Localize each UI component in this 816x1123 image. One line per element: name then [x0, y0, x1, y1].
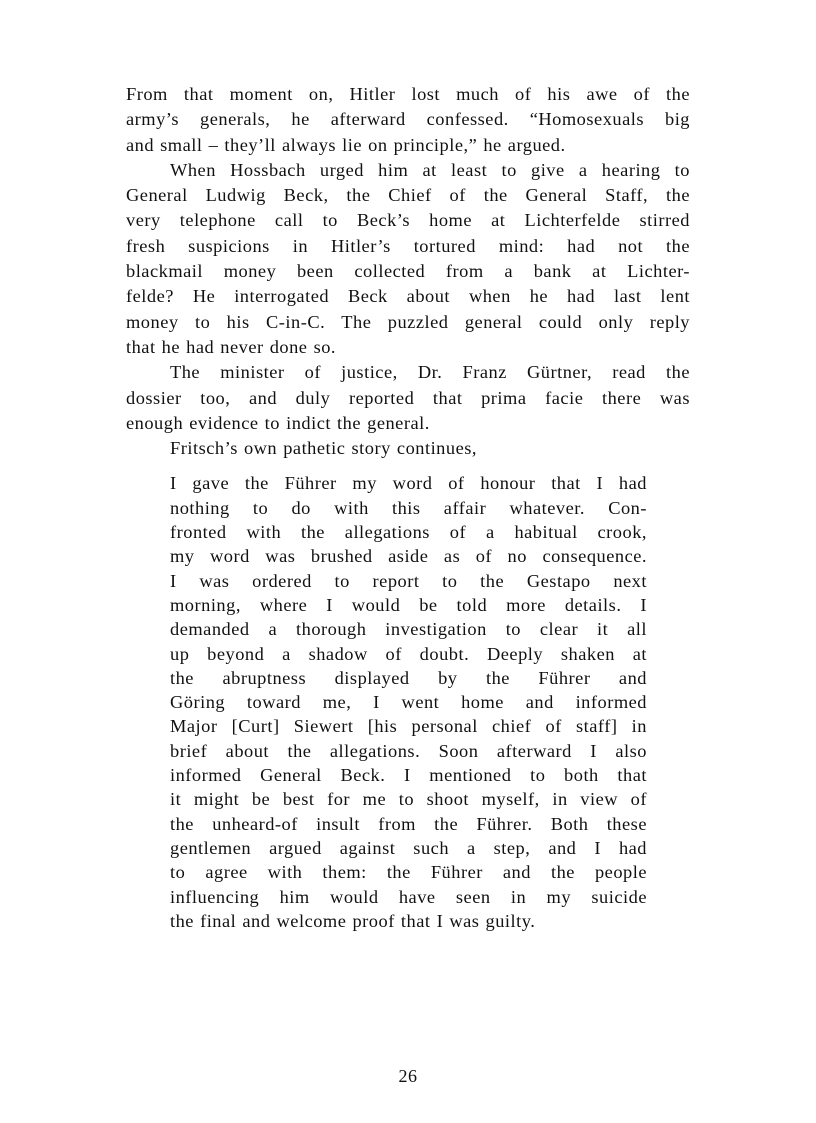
text-line: very telephone call to Beck’s home at Lichterfelde stirred: [126, 210, 690, 231]
page-content: [126, 82, 690, 933]
text-line: enough evidence to indict the general.: [126, 412, 430, 433]
text-line: and small – they’ll always lie on principle,” he argued.: [126, 134, 566, 155]
text-line: blackmail money been collected from a bank at Lichter-: [126, 261, 690, 282]
quote-line: Major [Curt] Siewert [his personal chief of staff] in: [170, 716, 647, 737]
text-line: dossier too, and duly reported that prima facie there was: [126, 387, 690, 408]
page-number: 26: [398, 1066, 418, 1086]
quote-line: demanded a thorough investigation to clear it all: [170, 619, 647, 640]
quote-line: gentlemen argued against such a step, and I had: [170, 837, 647, 858]
text-line: that he had never done so.: [126, 336, 337, 357]
quote-line: morning, where I would be told more details. I: [170, 594, 647, 615]
quote-line: my word was brushed aside as of no consequence.: [170, 546, 647, 567]
text-line: When Hossbach urged him at least to give a hearing to: [170, 159, 690, 180]
paragraph: [126, 82, 690, 158]
quote-line: the unheard-of insult from the Führer. Both these: [170, 813, 647, 834]
quote-line: it might be best for me to shoot myself, in view of: [170, 789, 647, 810]
text-line: army’s generals, he afterward confessed. “Homosexuals big: [126, 109, 690, 130]
text-line: Fritsch’s own pathetic story continues,: [170, 438, 477, 459]
block-quote: [170, 471, 647, 933]
quote-line: nothing to do with this affair whatever. Con-: [170, 497, 647, 518]
text-line: General Ludwig Beck, the Chief of the General Staff, the: [126, 185, 690, 206]
text-line: From that moment on, Hitler lost much of his awe of the: [126, 84, 690, 104]
quote-line: brief about the allegations. Soon afterward I also: [170, 740, 647, 761]
paragraph: [126, 360, 690, 436]
quote-line: I was ordered to report to the Gestapo next: [170, 570, 647, 591]
paragraph: [126, 436, 690, 461]
quote-line: Göring toward me, I went home and informed: [170, 692, 647, 713]
text-line: money to his C-in-C. The puzzled general could only reply: [126, 311, 690, 332]
text-line: felde? He interrogated Beck about when he had last lent: [126, 286, 690, 307]
quote-line: fronted with the allegations of a habitual crook,: [170, 522, 647, 543]
paragraph: [126, 158, 690, 360]
quote-line: the final and welcome proof that I was guilty.: [170, 910, 536, 931]
text-line: The minister of justice, Dr. Franz Gürtner, read the: [170, 362, 690, 383]
quote-line: influencing him would have seen in my suicide: [170, 886, 647, 907]
quote-line: the abruptness displayed by the Führer and: [170, 667, 647, 688]
quote-line: up beyond a shadow of doubt. Deeply shaken at: [170, 643, 647, 664]
quote-line: I gave the Führer my word of honour that I had: [170, 473, 647, 494]
quote-line: to agree with them: the Führer and the people: [170, 862, 647, 883]
quote-line: informed General Beck. I mentioned to both that: [170, 765, 647, 786]
text-line: fresh suspicions in Hitler’s tortured mind: had not the: [126, 235, 690, 256]
